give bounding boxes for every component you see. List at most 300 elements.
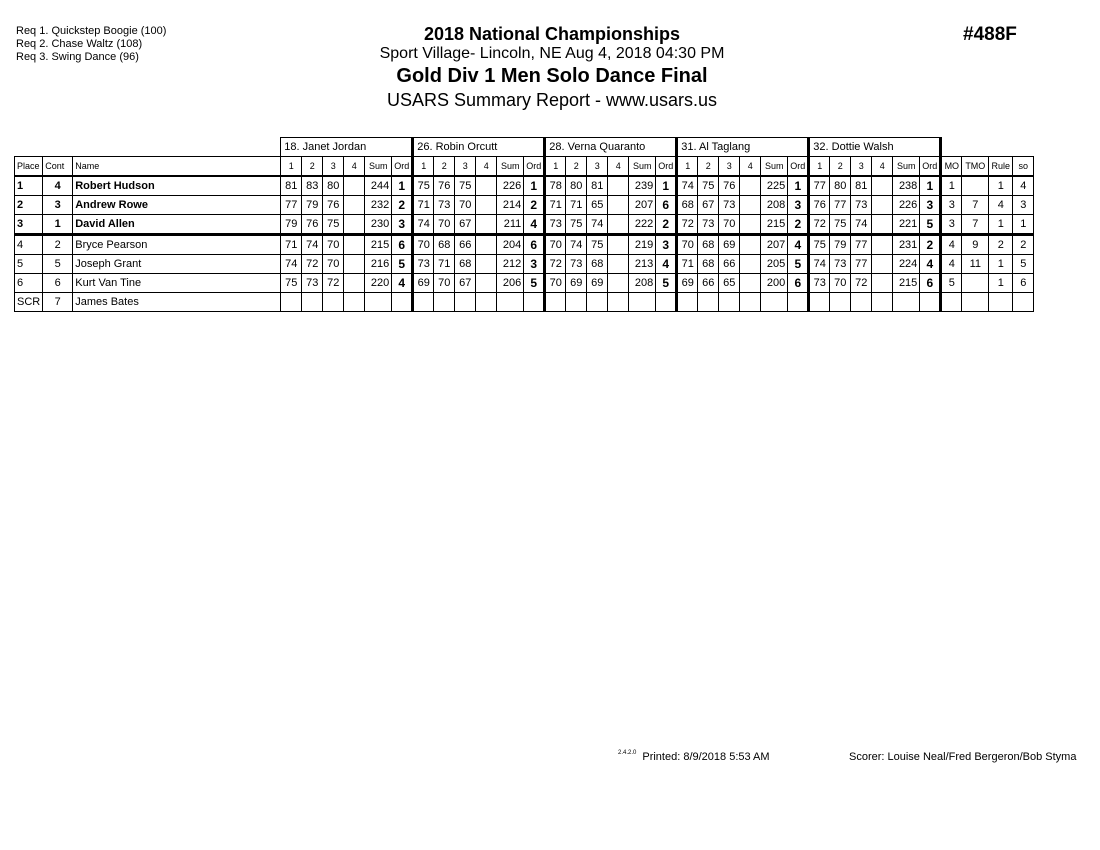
judge-name: 26. Robin Orcutt <box>413 138 545 157</box>
version-label: 2.4.2.0 <box>618 750 637 756</box>
col-header-judge-mark: 1 <box>677 157 698 177</box>
mark-cell: 70 <box>719 215 740 235</box>
mark-cell <box>830 293 851 312</box>
mark-cell <box>872 215 893 235</box>
mo-cell: 4 <box>941 255 962 274</box>
mark-cell: 72 <box>302 255 323 274</box>
sum-cell: 205 <box>761 255 788 274</box>
ordinal-cell: 1 <box>524 176 545 196</box>
mark-cell <box>740 255 761 274</box>
col-header-judge-mark: 2 <box>434 157 455 177</box>
sum-cell: 207 <box>629 196 656 215</box>
sum-cell <box>629 293 656 312</box>
column-header-row <box>15 157 1034 177</box>
sum-cell: 244 <box>365 176 392 196</box>
mark-cell <box>677 293 698 312</box>
mark-cell: 77 <box>830 196 851 215</box>
sum-cell: 222 <box>629 215 656 235</box>
mark-cell: 69 <box>566 274 587 293</box>
sum-cell: 219 <box>629 235 656 255</box>
ordinal-cell: 4 <box>788 235 809 255</box>
printed-timestamp: Printed: 8/9/2018 5:53 AM <box>642 751 770 763</box>
so-cell: 1 <box>1013 215 1034 235</box>
col-header-judge-mark: 4 <box>344 157 365 177</box>
requirement-item: Req 3. Swing Dance (96) <box>16 51 139 63</box>
mark-cell: 70 <box>323 235 344 255</box>
mark-cell: 75 <box>830 215 851 235</box>
tmo-cell: 7 <box>962 215 989 235</box>
mark-cell: 69 <box>413 274 434 293</box>
col-header-judge-sum: Sum <box>497 157 524 177</box>
sum-cell: 239 <box>629 176 656 196</box>
mark-cell: 79 <box>830 235 851 255</box>
mark-cell: 66 <box>719 255 740 274</box>
mark-cell: 79 <box>281 215 302 235</box>
mark-cell: 67 <box>698 196 719 215</box>
mark-cell: 68 <box>587 255 608 274</box>
ordinal-cell <box>656 293 677 312</box>
rule-cell: 1 <box>989 176 1013 196</box>
mark-cell: 80 <box>566 176 587 196</box>
contestant-number: 5 <box>43 255 73 274</box>
table-row <box>15 293 1034 312</box>
sum-cell: 225 <box>761 176 788 196</box>
mark-cell: 67 <box>455 215 476 235</box>
judge-name: 32. Dottie Walsh <box>809 138 941 157</box>
mo-cell: 5 <box>941 274 962 293</box>
skater-name: Robert Hudson <box>73 176 281 196</box>
mark-cell <box>413 293 434 312</box>
sum-cell <box>761 293 788 312</box>
mark-cell: 76 <box>809 196 830 215</box>
sum-cell: 231 <box>893 235 920 255</box>
col-header-judge-mark: 1 <box>545 157 566 177</box>
mark-cell: 75 <box>455 176 476 196</box>
col-header-judge-mark: 2 <box>698 157 719 177</box>
col-header-judge-sum: Sum <box>761 157 788 177</box>
contestant-number: 6 <box>43 274 73 293</box>
mark-cell <box>740 274 761 293</box>
col-header-name: Name <box>73 157 281 177</box>
mark-cell: 73 <box>545 215 566 235</box>
mark-cell: 77 <box>809 176 830 196</box>
mark-cell: 70 <box>830 274 851 293</box>
ordinal-cell: 4 <box>656 255 677 274</box>
report-name: USARS Summary Report - www.usars.us <box>386 90 718 110</box>
mark-cell <box>344 215 365 235</box>
sum-cell: 215 <box>893 274 920 293</box>
skater-name: Andrew Rowe <box>73 196 281 215</box>
mark-cell: 65 <box>719 274 740 293</box>
mark-cell: 70 <box>455 196 476 215</box>
mark-cell: 69 <box>719 235 740 255</box>
blank-cell <box>941 138 1034 157</box>
mark-cell: 74 <box>851 215 872 235</box>
table-row <box>15 235 1034 255</box>
col-header-judge-mark: 3 <box>587 157 608 177</box>
mark-cell <box>872 235 893 255</box>
event-code: #488F <box>963 24 1017 45</box>
sum-cell: 207 <box>761 235 788 255</box>
sum-cell: 212 <box>497 255 524 274</box>
mark-cell: 74 <box>677 176 698 196</box>
ordinal-cell <box>920 293 941 312</box>
mark-cell: 72 <box>545 255 566 274</box>
mark-cell <box>809 293 830 312</box>
mark-cell <box>476 176 497 196</box>
sum-cell <box>497 293 524 312</box>
mark-cell: 73 <box>566 255 587 274</box>
mark-cell: 76 <box>719 176 740 196</box>
sum-cell: 238 <box>893 176 920 196</box>
mark-cell: 70 <box>434 215 455 235</box>
mark-cell: 79 <box>302 196 323 215</box>
mo-cell: 3 <box>941 196 962 215</box>
col-header-judge-mark: 3 <box>323 157 344 177</box>
mark-cell: 68 <box>434 235 455 255</box>
mark-cell: 72 <box>677 215 698 235</box>
mark-cell: 75 <box>587 235 608 255</box>
sum-cell: 200 <box>761 274 788 293</box>
contestant-number: 2 <box>43 235 73 255</box>
mark-cell: 77 <box>851 255 872 274</box>
sum-cell: 214 <box>497 196 524 215</box>
mark-cell: 83 <box>302 176 323 196</box>
tmo-cell: 9 <box>962 235 989 255</box>
mark-cell <box>740 176 761 196</box>
mark-cell: 65 <box>587 196 608 215</box>
mark-cell <box>698 293 719 312</box>
mark-cell <box>476 255 497 274</box>
mark-cell <box>872 255 893 274</box>
mark-cell <box>872 293 893 312</box>
col-header-judge-mark: 3 <box>719 157 740 177</box>
page-title: 2018 National Championships <box>423 24 681 44</box>
ordinal-cell: 6 <box>920 274 941 293</box>
mark-cell: 71 <box>566 196 587 215</box>
ordinal-cell: 1 <box>392 176 413 196</box>
mo-cell: 1 <box>941 176 962 196</box>
mark-cell <box>344 235 365 255</box>
mark-cell: 68 <box>677 196 698 215</box>
contestant-number: 7 <box>43 293 73 312</box>
tmo-cell <box>962 293 989 312</box>
results-table <box>14 137 1034 312</box>
sum-cell <box>893 293 920 312</box>
mark-cell <box>455 293 476 312</box>
mark-cell: 80 <box>323 176 344 196</box>
mark-cell: 68 <box>698 235 719 255</box>
sum-cell: 213 <box>629 255 656 274</box>
mo-cell: 3 <box>941 215 962 235</box>
mark-cell: 70 <box>545 274 566 293</box>
sum-cell: 204 <box>497 235 524 255</box>
ordinal-cell: 3 <box>788 196 809 215</box>
mark-cell <box>608 235 629 255</box>
mark-cell <box>719 293 740 312</box>
mark-cell <box>476 235 497 255</box>
col-header-judge-ord: Ord <box>920 157 941 177</box>
place-cell: 5 <box>15 255 43 274</box>
mark-cell <box>344 176 365 196</box>
mark-cell: 71 <box>677 255 698 274</box>
rule-cell: 1 <box>989 274 1013 293</box>
contestant-number: 3 <box>43 196 73 215</box>
mark-cell: 75 <box>323 215 344 235</box>
mark-cell <box>566 293 587 312</box>
sum-cell: 215 <box>761 215 788 235</box>
ordinal-cell: 4 <box>920 255 941 274</box>
mark-cell <box>344 255 365 274</box>
mark-cell <box>344 274 365 293</box>
mark-cell <box>740 196 761 215</box>
sum-cell: 208 <box>629 274 656 293</box>
skater-name: Joseph Grant <box>73 255 281 274</box>
table-row <box>15 255 1034 274</box>
mark-cell <box>872 176 893 196</box>
mark-cell: 75 <box>281 274 302 293</box>
mo-cell: 4 <box>941 235 962 255</box>
mark-cell: 74 <box>281 255 302 274</box>
mark-cell: 81 <box>851 176 872 196</box>
sum-cell: 221 <box>893 215 920 235</box>
rule-cell: 2 <box>989 235 1013 255</box>
mark-cell: 68 <box>698 255 719 274</box>
so-cell <box>1013 293 1034 312</box>
mark-cell: 75 <box>809 235 830 255</box>
mark-cell: 70 <box>677 235 698 255</box>
mark-cell <box>476 196 497 215</box>
mark-cell: 74 <box>587 215 608 235</box>
mark-cell: 70 <box>434 274 455 293</box>
col-header-judge-sum: Sum <box>629 157 656 177</box>
requirements-list <box>16 25 166 64</box>
mark-cell: 73 <box>413 255 434 274</box>
ordinal-cell: 6 <box>656 196 677 215</box>
mark-cell: 75 <box>413 176 434 196</box>
mark-cell: 76 <box>434 176 455 196</box>
sum-cell: 215 <box>365 235 392 255</box>
tmo-cell <box>962 176 989 196</box>
ordinal-cell: 2 <box>524 196 545 215</box>
mark-cell: 80 <box>830 176 851 196</box>
skater-name: Kurt Van Tine <box>73 274 281 293</box>
ordinal-cell: 5 <box>920 215 941 235</box>
mark-cell: 70 <box>413 235 434 255</box>
mo-cell <box>941 293 962 312</box>
mark-cell: 71 <box>413 196 434 215</box>
mark-cell: 73 <box>830 255 851 274</box>
tmo-cell: 11 <box>962 255 989 274</box>
col-header-judge-mark: 2 <box>302 157 323 177</box>
mark-cell <box>740 293 761 312</box>
table-row <box>15 215 1034 235</box>
mark-cell: 73 <box>851 196 872 215</box>
ordinal-cell: 6 <box>392 235 413 255</box>
mark-cell: 73 <box>302 274 323 293</box>
place-cell: SCR <box>15 293 43 312</box>
sum-cell: 226 <box>497 176 524 196</box>
so-cell: 4 <box>1013 176 1034 196</box>
ordinal-cell: 3 <box>392 215 413 235</box>
event-location: Sport Village- Lincoln, NE Aug 4, 2018 04:30 PM <box>379 45 725 62</box>
ordinal-cell: 1 <box>788 176 809 196</box>
mark-cell <box>434 293 455 312</box>
ordinal-cell: 5 <box>788 255 809 274</box>
mark-cell <box>851 293 872 312</box>
mark-cell: 75 <box>566 215 587 235</box>
skater-name: Bryce Pearson <box>73 235 281 255</box>
ordinal-cell <box>392 293 413 312</box>
col-header-judge-mark: 2 <box>566 157 587 177</box>
col-header-judge-mark: 3 <box>455 157 476 177</box>
col-header-judge-mark: 3 <box>851 157 872 177</box>
sum-cell: 216 <box>365 255 392 274</box>
col-header-judge-mark: 4 <box>476 157 497 177</box>
mark-cell: 81 <box>587 176 608 196</box>
mark-cell <box>608 176 629 196</box>
ordinal-cell: 6 <box>788 274 809 293</box>
col-header-judge-mark: 2 <box>830 157 851 177</box>
sum-cell: 224 <box>893 255 920 274</box>
judge-name: 31. Al Taglang <box>677 138 809 157</box>
mark-cell: 81 <box>281 176 302 196</box>
col-header-judge-mark: 4 <box>608 157 629 177</box>
mark-cell: 74 <box>413 215 434 235</box>
mark-cell <box>587 293 608 312</box>
mark-cell: 72 <box>851 274 872 293</box>
mark-cell <box>872 274 893 293</box>
table-row <box>15 274 1034 293</box>
ordinal-cell: 5 <box>392 255 413 274</box>
mark-cell: 68 <box>455 255 476 274</box>
col-header-tmo: TMO <box>962 157 989 177</box>
sum-cell: 208 <box>761 196 788 215</box>
printed-info <box>618 750 770 763</box>
mark-cell: 76 <box>302 215 323 235</box>
mark-cell: 78 <box>545 176 566 196</box>
mark-cell <box>281 293 302 312</box>
col-header-judge-mark: 1 <box>809 157 830 177</box>
ordinal-cell: 3 <box>920 196 941 215</box>
table-row <box>15 196 1034 215</box>
sum-cell: 220 <box>365 274 392 293</box>
mark-cell: 70 <box>545 235 566 255</box>
sum-cell: 230 <box>365 215 392 235</box>
col-header-judge-ord: Ord <box>524 157 545 177</box>
judge-header-row <box>15 138 1034 157</box>
mark-cell <box>302 293 323 312</box>
sum-cell: 211 <box>497 215 524 235</box>
sum-cell: 226 <box>893 196 920 215</box>
mark-cell <box>476 293 497 312</box>
ordinal-cell: 4 <box>392 274 413 293</box>
col-header-rule: Rule <box>989 157 1013 177</box>
sum-cell: 206 <box>497 274 524 293</box>
contestant-number: 4 <box>43 176 73 196</box>
mark-cell: 74 <box>809 255 830 274</box>
blank-cell <box>15 138 281 157</box>
ordinal-cell: 2 <box>656 215 677 235</box>
tmo-cell: 7 <box>962 196 989 215</box>
mark-cell: 73 <box>698 215 719 235</box>
col-header-judge-mark: 4 <box>740 157 761 177</box>
mark-cell: 66 <box>455 235 476 255</box>
table-row <box>15 176 1034 196</box>
place-cell: 1 <box>15 176 43 196</box>
ordinal-cell: 1 <box>656 176 677 196</box>
ordinal-cell: 3 <box>524 255 545 274</box>
ordinal-cell: 1 <box>920 176 941 196</box>
col-header-judge-mark: 4 <box>872 157 893 177</box>
col-header-place: Place <box>15 157 43 177</box>
rule-cell: 1 <box>989 215 1013 235</box>
col-header-so: so <box>1013 157 1034 177</box>
ordinal-cell: 2 <box>920 235 941 255</box>
ordinal-cell: 6 <box>524 235 545 255</box>
mark-cell <box>476 215 497 235</box>
mark-cell: 67 <box>455 274 476 293</box>
mark-cell <box>476 274 497 293</box>
col-header-judge-mark: 1 <box>281 157 302 177</box>
requirement-item: Req 1. Quickstep Boogie (100) <box>16 25 167 37</box>
rule-cell: 1 <box>989 255 1013 274</box>
ordinal-cell <box>788 293 809 312</box>
so-cell: 5 <box>1013 255 1034 274</box>
mark-cell: 75 <box>698 176 719 196</box>
ordinal-cell <box>524 293 545 312</box>
mark-cell: 71 <box>281 235 302 255</box>
ordinal-cell: 2 <box>392 196 413 215</box>
sum-cell: 232 <box>365 196 392 215</box>
place-cell: 6 <box>15 274 43 293</box>
col-header-judge-ord: Ord <box>788 157 809 177</box>
mark-cell <box>608 255 629 274</box>
mark-cell <box>344 293 365 312</box>
col-header-judge-sum: Sum <box>893 157 920 177</box>
mark-cell <box>608 196 629 215</box>
mark-cell <box>740 235 761 255</box>
mark-cell <box>608 274 629 293</box>
sum-cell <box>365 293 392 312</box>
mark-cell: 77 <box>281 196 302 215</box>
col-header-judge-sum: Sum <box>365 157 392 177</box>
mark-cell <box>608 215 629 235</box>
so-cell: 3 <box>1013 196 1034 215</box>
mark-cell <box>344 196 365 215</box>
mark-cell <box>545 293 566 312</box>
so-cell: 6 <box>1013 274 1034 293</box>
skater-name: James Bates <box>73 293 281 312</box>
mark-cell: 71 <box>434 255 455 274</box>
mark-cell: 66 <box>698 274 719 293</box>
mark-cell: 72 <box>323 274 344 293</box>
ordinal-cell: 3 <box>656 235 677 255</box>
mark-cell: 73 <box>434 196 455 215</box>
ordinal-cell: 5 <box>524 274 545 293</box>
rule-cell: 4 <box>989 196 1013 215</box>
ordinal-cell: 5 <box>656 274 677 293</box>
col-header-cont: Cont <box>43 157 73 177</box>
rule-cell <box>989 293 1013 312</box>
mark-cell: 73 <box>719 196 740 215</box>
mark-cell <box>872 196 893 215</box>
scorer-info: Scorer: Louise Neal/Fred Bergeron/Bob Styma <box>849 751 1077 763</box>
mark-cell <box>740 215 761 235</box>
event-name: Gold Div 1 Men Solo Dance Final <box>396 65 708 87</box>
mark-cell <box>608 293 629 312</box>
place-cell: 2 <box>15 196 43 215</box>
